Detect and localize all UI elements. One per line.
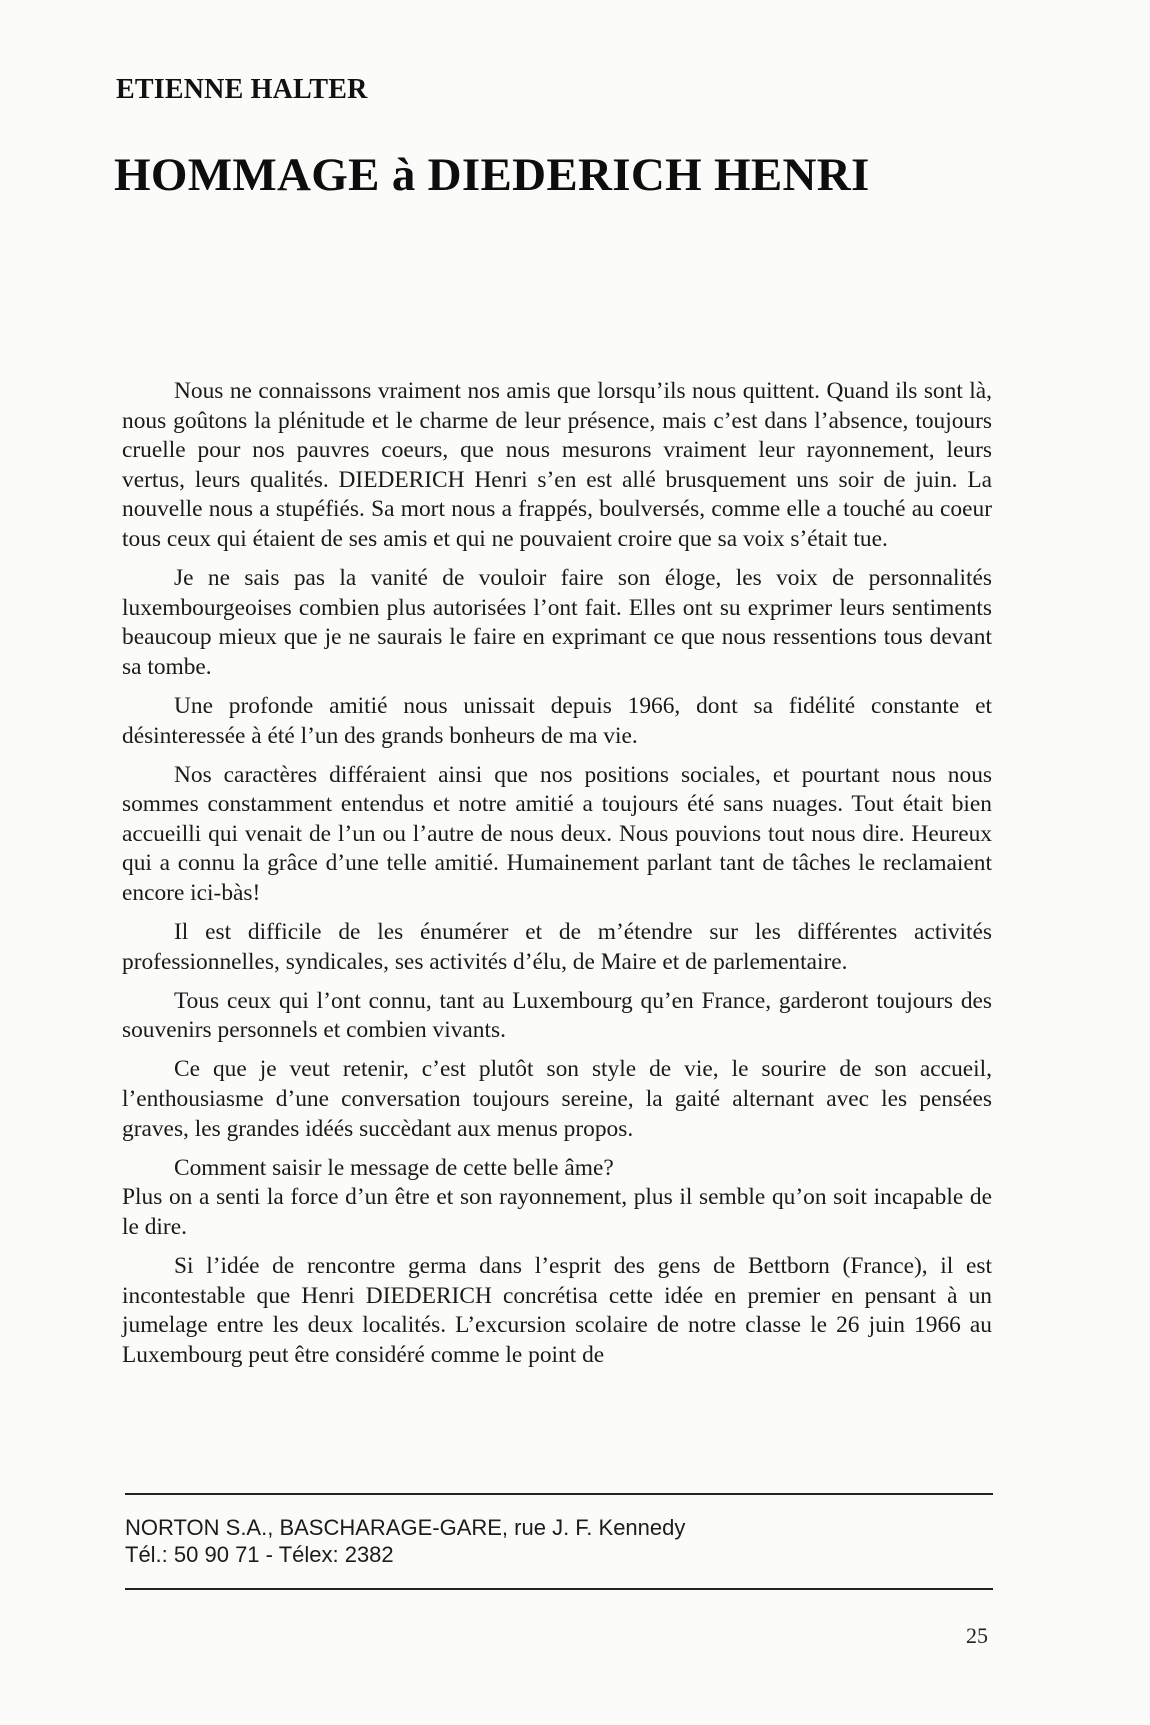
footer-bottom-rule <box>125 1588 993 1590</box>
author-name: ETIENNE HALTER <box>116 74 368 105</box>
advertiser-contact: Tél.: 50 90 71 - Télex: 2382 <box>125 1542 394 1567</box>
page-number: 25 <box>966 1623 988 1648</box>
article-body <box>122 377 992 1380</box>
paragraph-3: Une profonde amitié nous unissait depuis 1966, dont sa fidélité constante et désinteressée à été l’un des grands bonheurs de ma vie. <box>122 692 992 749</box>
paragraph-10: Si l’idée de rencontre germa dans l’esprit des gens de Bettborn (France), il est incontestable que Henri DIEDERICH concrétisa cette idée en premier en pensant à un jumelage entre les deux localités. L’excursion scolaire de notre classe le 26 juin 1966 au Luxembourg peut être considéré comme le point de <box>122 1253 992 1368</box>
paragraph-5: Il est difficile de les énumérer et de m’étendre sur les différentes activités professionnelles, syndicales, ses activités d’élu, de Maire et de parlementaire. <box>122 919 992 975</box>
paragraph-2: Je ne sais pas la vanité de vouloir faire son éloge, les voix de personnalités luxembourgeoises combien plus autorisées l’ont fait. Elles ont su exprimer leurs sentiments beaucoup mieux que je ne saurais le faire en exprimant ce que nous ressentions tous devant sa tombe. <box>122 565 992 680</box>
paragraph-6: Tous ceux qui l’ont connu, tant au Luxembourg qu’en France, garderont toujours des souvenirs personnels et combien vivants. <box>122 987 992 1044</box>
advertisement <box>125 1514 685 1568</box>
paragraph-9: Plus on a senti la force d’un être et son rayonnement, plus il semble qu’on soit incapable de le dire. <box>122 1184 992 1240</box>
advertiser-address: NORTON S.A., BASCHARAGE-GARE, rue J. F. Kennedy <box>125 1515 686 1540</box>
paragraph-1: Nous ne connaissons vraiment nos amis que lorsqu’ils nous quittent. Quand ils sont là, nous goûtons la plénitude et le charme de leur présence, mais c’est dans l’absence, toujours cruelle pour nos pauvres coeurs, que nous mesurons vraiment leur rayonnement, leurs vertus, leurs qualités. DIEDERICH Henri s’en est allé brusquement uns soir de juin. La nouvelle nous a stupéfiés. Sa mort nous a frappés, boulversés, comme elle a touché au coeur tous ceux qui étaient de ses amis et qui ne pouvaient croire que sa voix s’était tue. <box>122 378 992 552</box>
paragraph-7: Ce que je veut retenir, c’est plutôt son style de vie, le sourire de son accueil, l’enthousiasme d’une conversation toujours sereine, la gaité alternant avec les pensées graves, les grandes idéés succèdant aux menus propos. <box>122 1056 992 1142</box>
article-title: HOMMAGE à DIEDERICH HENRI <box>114 149 870 201</box>
paragraph-4: Nos caractères différaient ainsi que nos positions sociales, et pourtant nous nous sommes constamment entendus et notre amitié a toujours été sans nuages. Tout était bien accueilli qui venait de l’un ou l’autre de nous deux. Nous pouvions tout nous dire. Heureux qui a connu la grâce d’une telle amitié. Humainement parlant tant de tâches le reclamaient encore ici-bàs! <box>122 761 992 906</box>
paragraph-8: Comment saisir le message de cette belle âme? <box>174 1154 614 1181</box>
footer-top-rule <box>125 1493 993 1495</box>
